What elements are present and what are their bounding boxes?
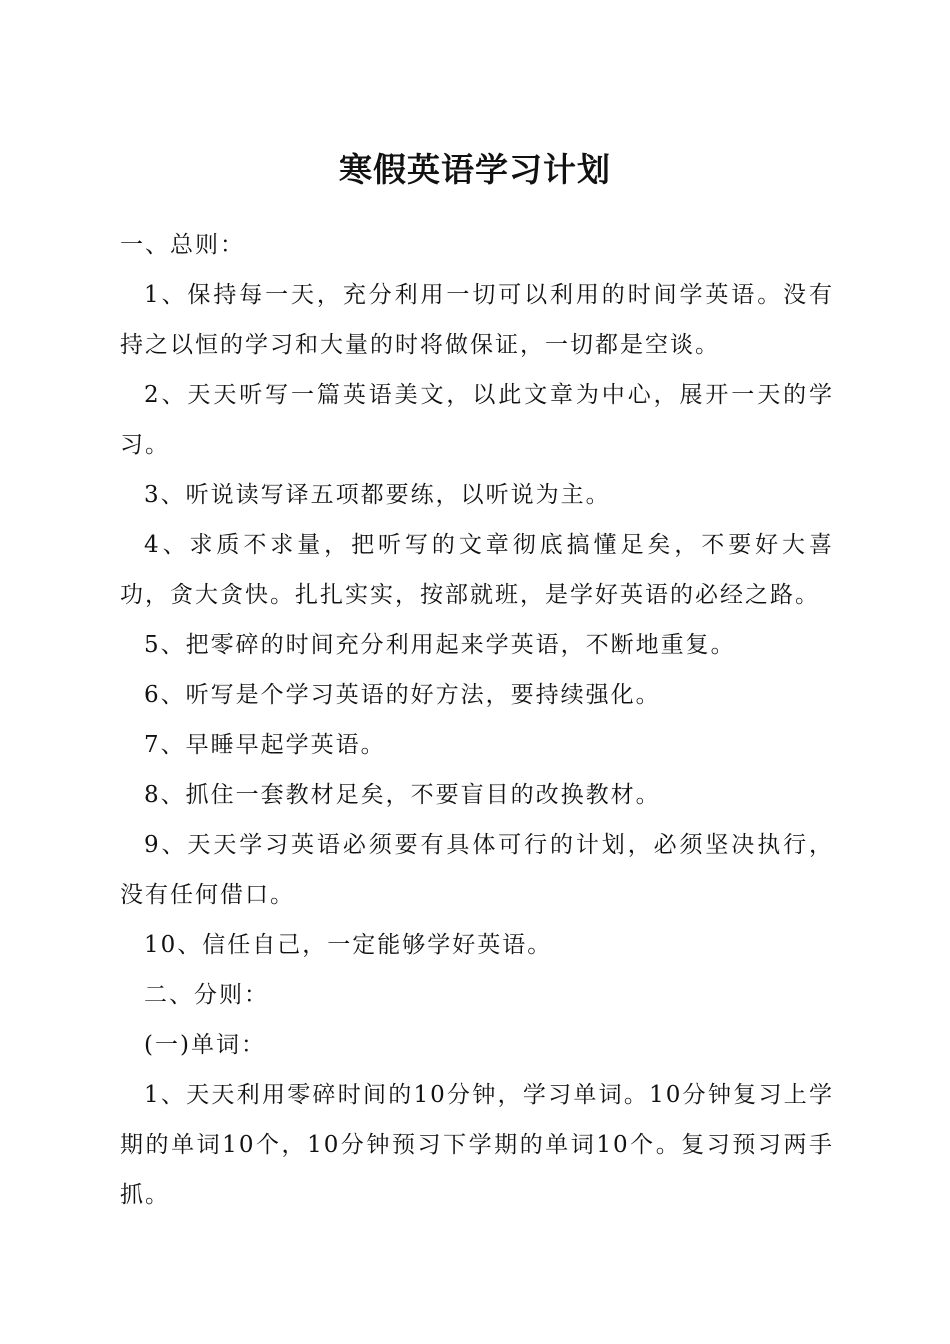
- paragraph-item-8: 8、抓住一套教材足矣，不要盲目的改换教材。: [144, 782, 661, 808]
- paragraph-item-3: 3、听说读写译五项都要练，以听说为主。: [144, 482, 611, 508]
- paragraph-item-7: 7、早睡早起学英语。: [144, 732, 386, 758]
- document-title: 寒假英语学习计划: [339, 150, 611, 189]
- paragraph-item-1: 1、保持每一天，充分利用一切可以利用的时间学英语。没有持之以恒的学习和大量的时将做保证，一切都是空谈。: [120, 282, 834, 358]
- section-heading-general: 一、总则：: [120, 232, 245, 258]
- paragraph-item-9: 9、天天学习英语必须要有具体可行的计划，必须坚决执行，没有任何借口。: [120, 832, 834, 908]
- paragraph-item-10: 10、信任自己，一定能够学好英语。: [144, 932, 553, 958]
- subsection-heading-vocabulary: (一)单词：: [144, 1032, 266, 1058]
- paragraph-item-2: 2、天天听写一篇英语美文，以此文章为中心，展开一天的学习。: [120, 382, 834, 458]
- paragraph-item-6: 6、听写是个学习英语的好方法，要持续强化。: [144, 682, 661, 708]
- section-heading-details: 二、分则：: [144, 982, 269, 1008]
- paragraph-vocabulary-1: 1、天天利用零碎时间的10分钟，学习单词。10分钟复习上学期的单词10个，10分钟预习下学期的单词10个。复习预习两手抓。: [120, 1082, 834, 1208]
- document-body: [120, 220, 834, 1220]
- paragraph-item-4: 4、求质不求量，把听写的文章彻底搞懂足矣，不要好大喜功，贪大贪快。扎扎实实，按部就班，是学好英语的必经之路。: [120, 532, 834, 608]
- paragraph-item-5: 5、把零碎的时间充分利用起来学英语，不断地重复。: [144, 632, 736, 658]
